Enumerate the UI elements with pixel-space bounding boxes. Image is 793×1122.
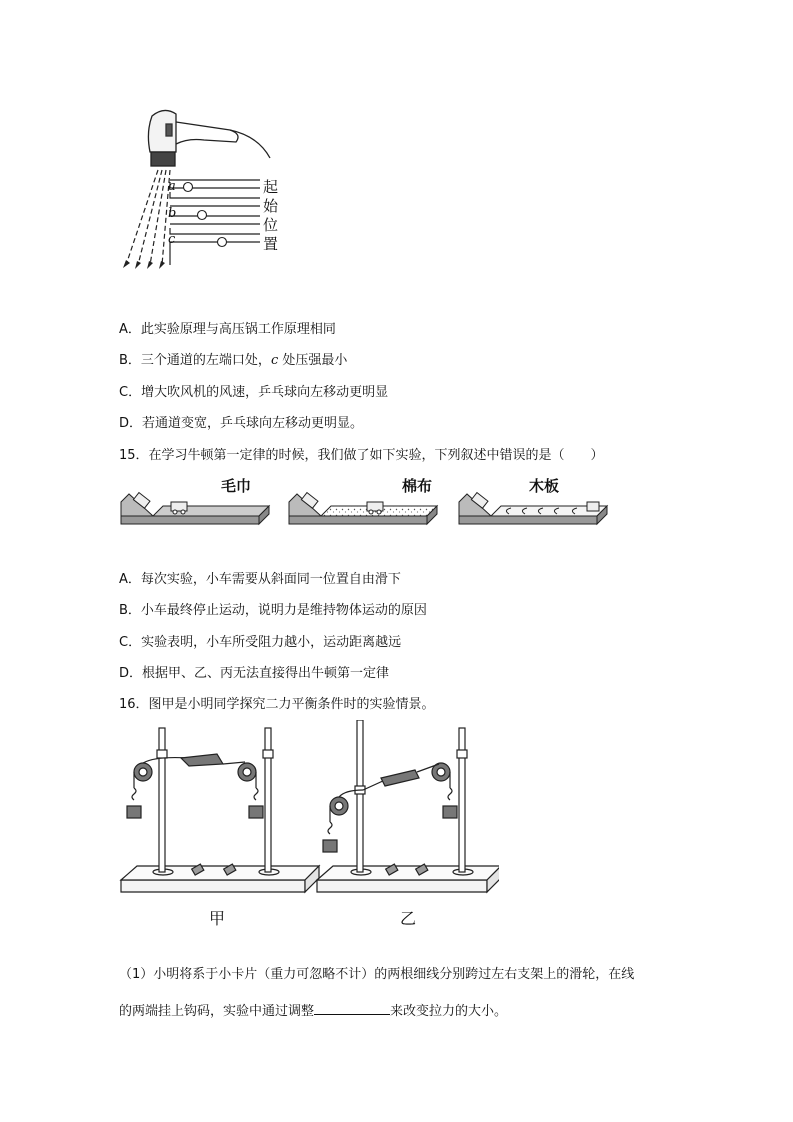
- q15-option-c: C．实验表明，小车所受阻力越小，运动距离越远: [119, 635, 402, 650]
- balance-experiment-figure: [119, 720, 499, 930]
- q15-option-a: A．每次实验，小车需要从斜面同一位置自由滑下: [119, 572, 401, 587]
- q16-sub1-line1: （1）小明将系于小卡片（重力可忽略不计）的两根细线分别跨过左右支架上的滑轮，在线: [119, 967, 635, 982]
- surface-label-towel: 毛巾: [221, 477, 252, 495]
- q14-option-d: D．若通道变宽，乒乓球向左移动更明显。: [119, 416, 364, 431]
- start-position-label: 起 始 位 置: [263, 178, 279, 253]
- pulley-stands-drawing: [119, 720, 499, 895]
- figure-label-jia: 甲: [209, 909, 226, 928]
- surface-label-wood: 木板: [529, 477, 560, 495]
- answer-blank[interactable]: [314, 1002, 390, 1015]
- channel-label-b: b: [168, 206, 177, 221]
- q14-option-a: A．此实验原理与高压锅工作原理相同: [119, 322, 336, 337]
- channel-label-c: c: [168, 232, 176, 247]
- channel-label-a: a: [168, 179, 176, 194]
- q16-stem: 16．图甲是小明同学探究二力平衡条件时的实验情景。: [119, 697, 435, 712]
- q15-stem: 15．在学习牛顿第一定律的时候，我们做了如下实验，下列叙述中错误的是（ ）: [119, 448, 604, 463]
- q14-option-c: C．增大吹风机的风速，乒乓球向左移动更明显: [119, 385, 389, 400]
- q16-sub1-line2: 的两端挂上钩码，实验中通过调整 来改变拉力的大小。: [119, 1004, 508, 1019]
- newton-experiment-figure: [119, 472, 609, 528]
- figure-label-yi: 乙: [400, 909, 417, 928]
- q15-option-b: B．小车最终停止运动，说明力是维持物体运动的原因: [119, 603, 427, 618]
- hair-dryer-figure: [118, 100, 288, 275]
- q14-option-b: B．三个通道的左端口处，c 处压强最小: [119, 353, 348, 368]
- surface-label-cotton: 棉布: [402, 477, 433, 495]
- q15-option-d: D．根据甲、乙、丙无法直接得出牛顿第一定律: [119, 666, 390, 681]
